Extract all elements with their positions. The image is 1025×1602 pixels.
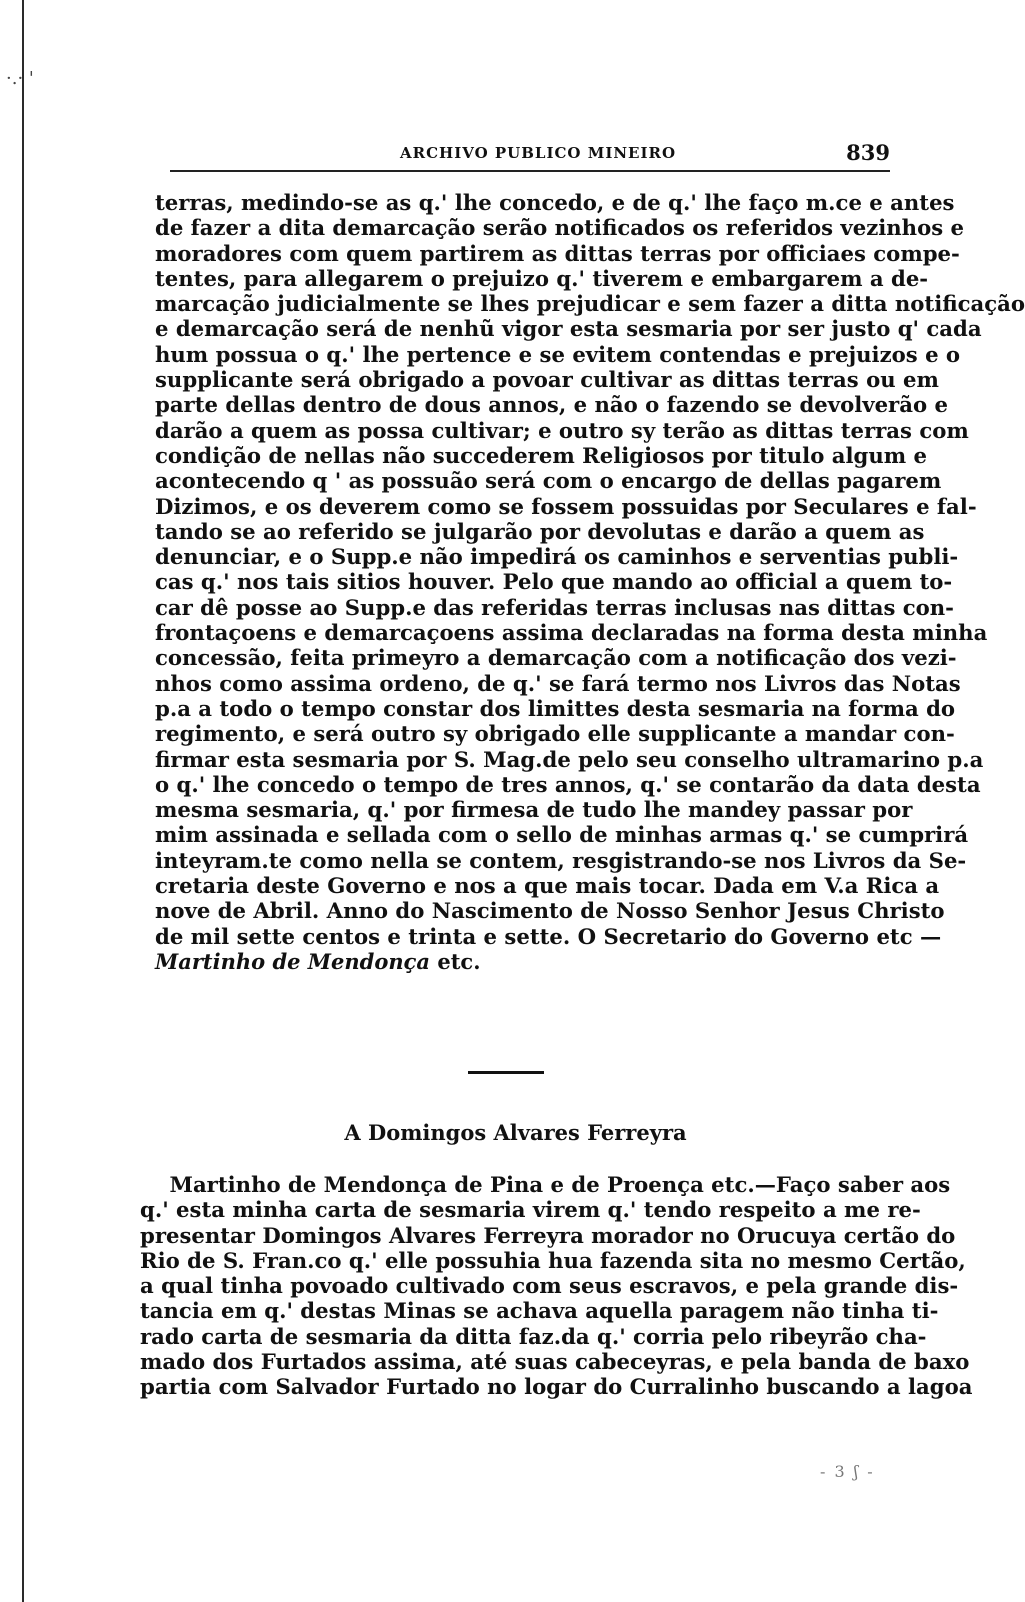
body-text-line: regimento, e será outro sy obrigado elle supplicante a mandar con-: [155, 721, 955, 747]
section-separator: [468, 1071, 544, 1074]
header-rule: [170, 170, 890, 172]
section-text-line: q.' esta minha carta de sesmaria virem q.' tendo respeito a me re-: [140, 1197, 921, 1223]
body-text-line: acontecendo q ' as possuão será com o encargo de dellas pagarem: [155, 468, 942, 494]
body-text-line: o q.' lhe concedo o tempo de tres annos, q.' se contarão da data desta: [155, 771, 981, 797]
page-number: 839: [846, 140, 890, 165]
body-text-line: nove de Abril. Anno do Nascimento de Nosso Senhor Jesus Christo: [155, 898, 945, 924]
section-text-line: Rio de S. Fran.co q.' elle possuhia hua fazenda sita no mesmo Certão,: [140, 1247, 966, 1273]
body-text-line: moradores com quem partirem as dittas terras por officiaes compe-: [155, 240, 960, 266]
body-text-line: parte dellas dentro de dous annos, e não o fazendo se devolverão e: [155, 392, 948, 418]
signature-line: [155, 949, 885, 974]
footer-mark: - 3 ʃ -: [820, 1462, 875, 1481]
body-text-line: firmar esta sesmaria por S. Mag.de pelo seu conselho ultramarino p.a: [155, 746, 984, 772]
body-text-line: frontaçoens e demarcaçoens assima declaradas na forma desta minha: [155, 620, 988, 646]
signature-tail: etc.: [430, 949, 481, 974]
section-text-line: Martinho de Mendonça de Pina e de Proença etc.—Faço saber aos: [140, 1172, 951, 1197]
body-text-line: car dê posse ao Supp.e das referidas terras inclusas nas dittas con-: [155, 594, 954, 620]
body-text-line: p.a a todo o tempo constar dos limittes desta sesmaria na forma do: [155, 695, 956, 721]
body-text-line: denunciar, e o Supp.e não impedirá os caminhos e serventias publi-: [155, 544, 959, 570]
body-text-line: supplicante será obrigado a povoar cultivar as dittas terras ou em: [155, 367, 939, 393]
section-text-line: partia com Salvador Furtado no logar do Curralinho buscando a lagoa: [140, 1374, 973, 1400]
page-header: [170, 140, 890, 176]
section-text-line: rado carta de sesmaria da ditta faz.da q.' corria pelo ribeyrão cha-: [140, 1323, 927, 1349]
body-text-line: darão a quem as possa cultivar; e outro sy terão as dittas terras com: [155, 417, 969, 443]
section-text-line: mado dos Furtados assima, até suas cabeceyras, e pela banda de baxo: [140, 1349, 970, 1375]
body-text-line: Dizimos, e os deverem como se fossem possuidas por Seculares e fal-: [155, 493, 977, 519]
section-text-line: tancia em q.' destas Minas se achava aquella paragem não tinha ti-: [140, 1298, 939, 1324]
body-text-line: hum possua o q.' lhe pertence e se evitem contendas e prejuizos e o: [155, 341, 961, 367]
body-text-line: nhos como assima ordeno, de q.' se fará termo nos Livros das Notas: [155, 670, 961, 696]
body-text-line: cretaria deste Governo e nos a que mais tocar. Dada em V.a Rica a: [155, 873, 940, 899]
section-title: A Domingos Alvares Ferreyra: [344, 1120, 687, 1145]
page-margin-line: [22, 0, 24, 1602]
body-text-line: tando se ao referido se julgarão por devolutas e darão a quem as: [155, 518, 925, 544]
section-body-text: [140, 1172, 973, 1400]
body-text-line: marcação judicialmente se lhes prejudicar e sem fazer a ditta notificação: [155, 291, 1025, 317]
body-text-line: mim assinada e sellada com o sello de minhas armas q.' se cumprirá: [155, 822, 969, 848]
body-text-line: mesma sesmaria, q.' por firmesa de tudo lhe mandey passar por: [155, 797, 913, 823]
signature-name: Martinho de Mendonça: [155, 949, 431, 974]
body-text-line: concessão, feita primeyro a demarcação com a notificação dos vezi-: [155, 645, 957, 671]
body-text-line: cas q.' nos tais sitios houver. Pelo que mando ao official a quem to-: [155, 569, 953, 595]
body-text: [155, 190, 1025, 949]
corner-mark: ·.· ꞌ: [6, 68, 34, 89]
body-text-line: inteyram.te como nella se contem, resgistrando-se nos Livros da Se-: [155, 847, 967, 873]
body-text-line: condição de nellas não succederem Religiosos por titulo algum e: [155, 442, 927, 468]
body-text-line: de fazer a dita demarcação serão notificados os referidos vezinhos e: [155, 215, 964, 241]
running-head: ARCHIVO PUBLICO MINEIRO: [400, 144, 677, 162]
section-text-line: presentar Domingos Alvares Ferreyra morador no Orucuya certão do: [140, 1222, 956, 1248]
body-text-line: terras, medindo-se as q.' lhe concedo, e de q.' lhe faço m.ce e antes: [155, 190, 955, 215]
body-text-line: de mil sette centos e trinta e sette. O Secretario do Governo etc —: [155, 923, 942, 949]
body-text-line: tentes, para allegarem o prejuizo q.' tiverem e embargarem a de-: [155, 265, 929, 291]
body-text-line: e demarcação será de nenhũ vigor esta sesmaria por ser justo q' cada: [155, 316, 982, 342]
section-text-line: a qual tinha povoado cultivado com seus escravos, e pela grande dis-: [140, 1273, 959, 1299]
